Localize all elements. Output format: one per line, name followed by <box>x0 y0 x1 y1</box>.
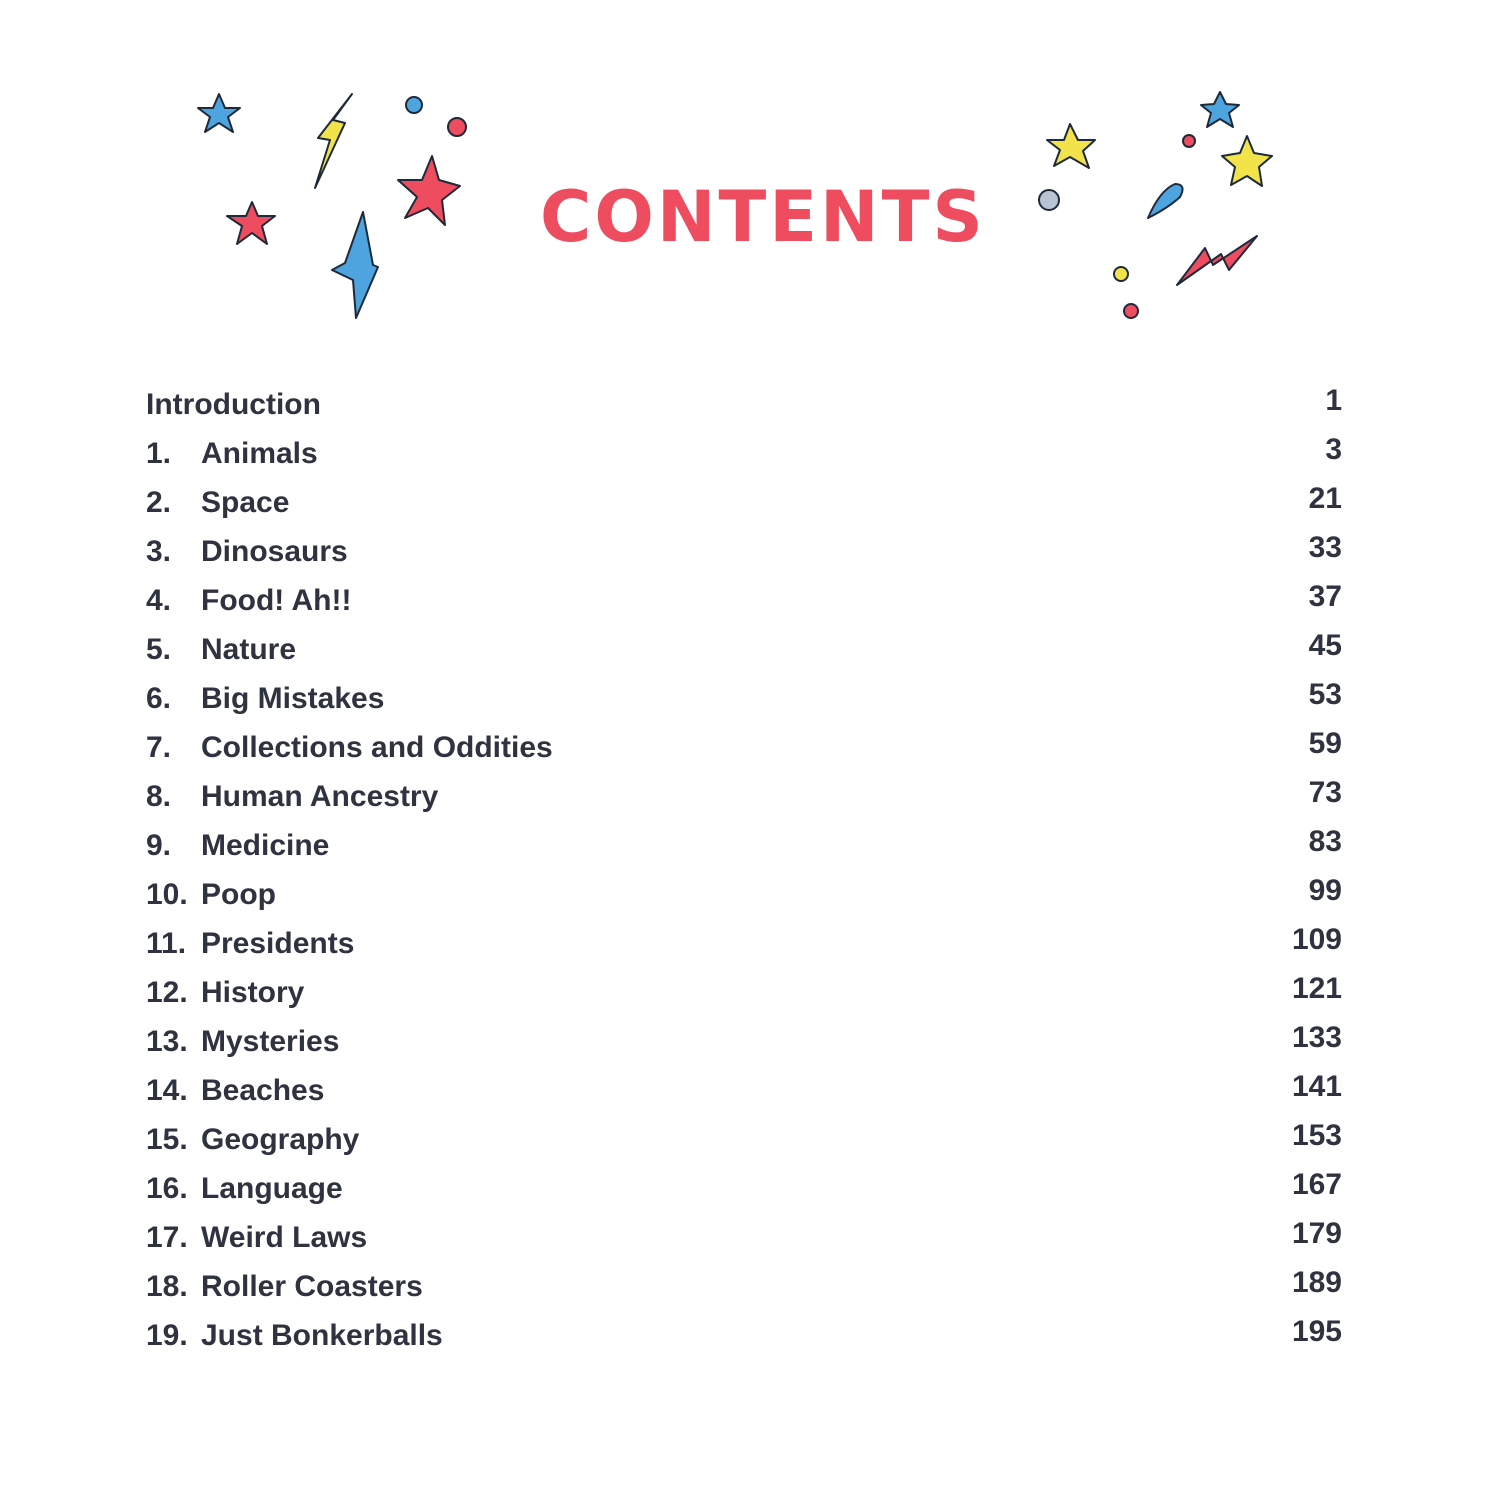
chapter-title: Poop <box>201 878 276 911</box>
toc-entry <box>146 1017 1346 1066</box>
toc-entry <box>146 1164 1346 1213</box>
chapter-number: 9. <box>146 829 172 862</box>
chapter-number: 17. <box>146 1221 188 1254</box>
page-number: 1 <box>1325 384 1342 417</box>
toc-entry <box>146 674 1346 723</box>
chapter-title: Nature <box>201 633 297 666</box>
blue-star-icon <box>1201 92 1239 127</box>
chapter-number: 10. <box>146 878 188 911</box>
page-number: 21 <box>1308 482 1342 515</box>
chapter-number: 11. <box>146 927 187 960</box>
chapter-title: Collections and Oddities <box>201 731 553 764</box>
page-number: 189 <box>1291 1266 1342 1299</box>
yellow-star-icon <box>1222 136 1272 186</box>
page-number: 53 <box>1308 678 1342 711</box>
chapter-title: Presidents <box>201 927 355 960</box>
chapter-title: Just Bonkerballs <box>201 1319 443 1352</box>
chapter-number: 12. <box>146 976 188 1009</box>
chapter-title: Food! Ah!! <box>201 584 352 617</box>
right-decorations <box>1025 80 1295 330</box>
toc-entry <box>146 478 1346 527</box>
chapter-number: 14. <box>146 1074 188 1107</box>
red-dot-icon <box>1124 304 1138 318</box>
chapter-title: Human Ancestry <box>201 780 439 813</box>
red-dot-icon <box>1183 135 1195 147</box>
chapter-title: Mysteries <box>201 1025 340 1058</box>
page-number: 59 <box>1308 727 1342 760</box>
yellow-star-icon <box>1047 124 1095 168</box>
chapter-title: Animals <box>201 437 318 470</box>
page-number: 141 <box>1291 1070 1342 1103</box>
page-number: 179 <box>1291 1217 1342 1250</box>
page-number: 33 <box>1308 531 1342 564</box>
page-title: CONTENTS <box>540 176 986 258</box>
toc-entry <box>146 772 1346 821</box>
blue-dot-icon <box>406 97 422 113</box>
red-dot-icon <box>448 118 466 136</box>
chapter-number: 7. <box>146 731 172 764</box>
blue-dot-icon <box>1039 190 1059 210</box>
toc-entry <box>146 1262 1346 1311</box>
toc-entry <box>146 919 1346 968</box>
chapter-number: 8. <box>146 780 172 813</box>
chapter-number: 1. <box>146 437 172 470</box>
chapter-title: Roller Coasters <box>201 1270 423 1303</box>
toc-entry <box>146 429 1346 478</box>
toc-entry <box>146 968 1346 1017</box>
red-star-icon <box>227 202 275 244</box>
chapter-title: Big Mistakes <box>201 682 385 715</box>
chapter-number: 19. <box>146 1319 188 1352</box>
yellow-dot-icon <box>1114 267 1128 281</box>
toc-entry <box>146 821 1346 870</box>
chapter-title: Geography <box>201 1123 360 1156</box>
toc-entry <box>146 1311 1346 1360</box>
chapter-number: 5. <box>146 633 172 666</box>
chapter-number: 15. <box>146 1123 188 1156</box>
chapter-title: Dinosaurs <box>201 535 348 568</box>
blue-comet-icon <box>1148 184 1183 218</box>
chapter-title: Space <box>201 486 290 519</box>
toc-entry <box>146 380 1346 429</box>
chapter-title: History <box>201 976 305 1009</box>
page-number: 83 <box>1308 825 1342 858</box>
chapter-number: 6. <box>146 682 172 715</box>
chapter-number: 4. <box>146 584 172 617</box>
toc-entry <box>146 527 1346 576</box>
red-lightning-icon <box>1177 236 1257 285</box>
chapter-number: 16. <box>146 1172 188 1205</box>
blue-star-icon <box>198 94 240 132</box>
chapter-number: 13. <box>146 1025 188 1058</box>
chapter-title: Beaches <box>201 1074 325 1107</box>
table-of-contents <box>146 380 1346 1360</box>
toc-entry <box>146 723 1346 772</box>
page-number: 109 <box>1291 923 1342 956</box>
chapter-title: Medicine <box>201 829 330 862</box>
toc-entry <box>146 576 1346 625</box>
chapter-title: Weird Laws <box>201 1221 368 1254</box>
page-number: 133 <box>1291 1021 1342 1054</box>
blue-lightning-icon <box>332 212 378 318</box>
page-number: 153 <box>1291 1119 1342 1152</box>
page-number: 167 <box>1291 1168 1342 1201</box>
toc-entry <box>146 1213 1346 1262</box>
red-star-icon <box>398 156 460 225</box>
chapter-number: 2. <box>146 486 172 519</box>
page-number: 3 <box>1325 433 1342 466</box>
toc-entry <box>146 870 1346 919</box>
chapter-number: 3. <box>146 535 172 568</box>
page-number: 195 <box>1291 1315 1342 1348</box>
page-number: 45 <box>1308 629 1342 662</box>
page-number: 99 <box>1308 874 1342 907</box>
chapter-title: Introduction <box>146 388 321 421</box>
yellow-lightning-icon <box>315 94 352 188</box>
page-number: 37 <box>1308 580 1342 613</box>
toc-entry <box>146 1115 1346 1164</box>
left-decorations <box>185 80 485 330</box>
toc-entry <box>146 625 1346 674</box>
chapter-number: 18. <box>146 1270 188 1303</box>
chapter-title: Language <box>201 1172 343 1205</box>
page-number: 121 <box>1291 972 1342 1005</box>
page-number: 73 <box>1308 776 1342 809</box>
toc-entry <box>146 1066 1346 1115</box>
